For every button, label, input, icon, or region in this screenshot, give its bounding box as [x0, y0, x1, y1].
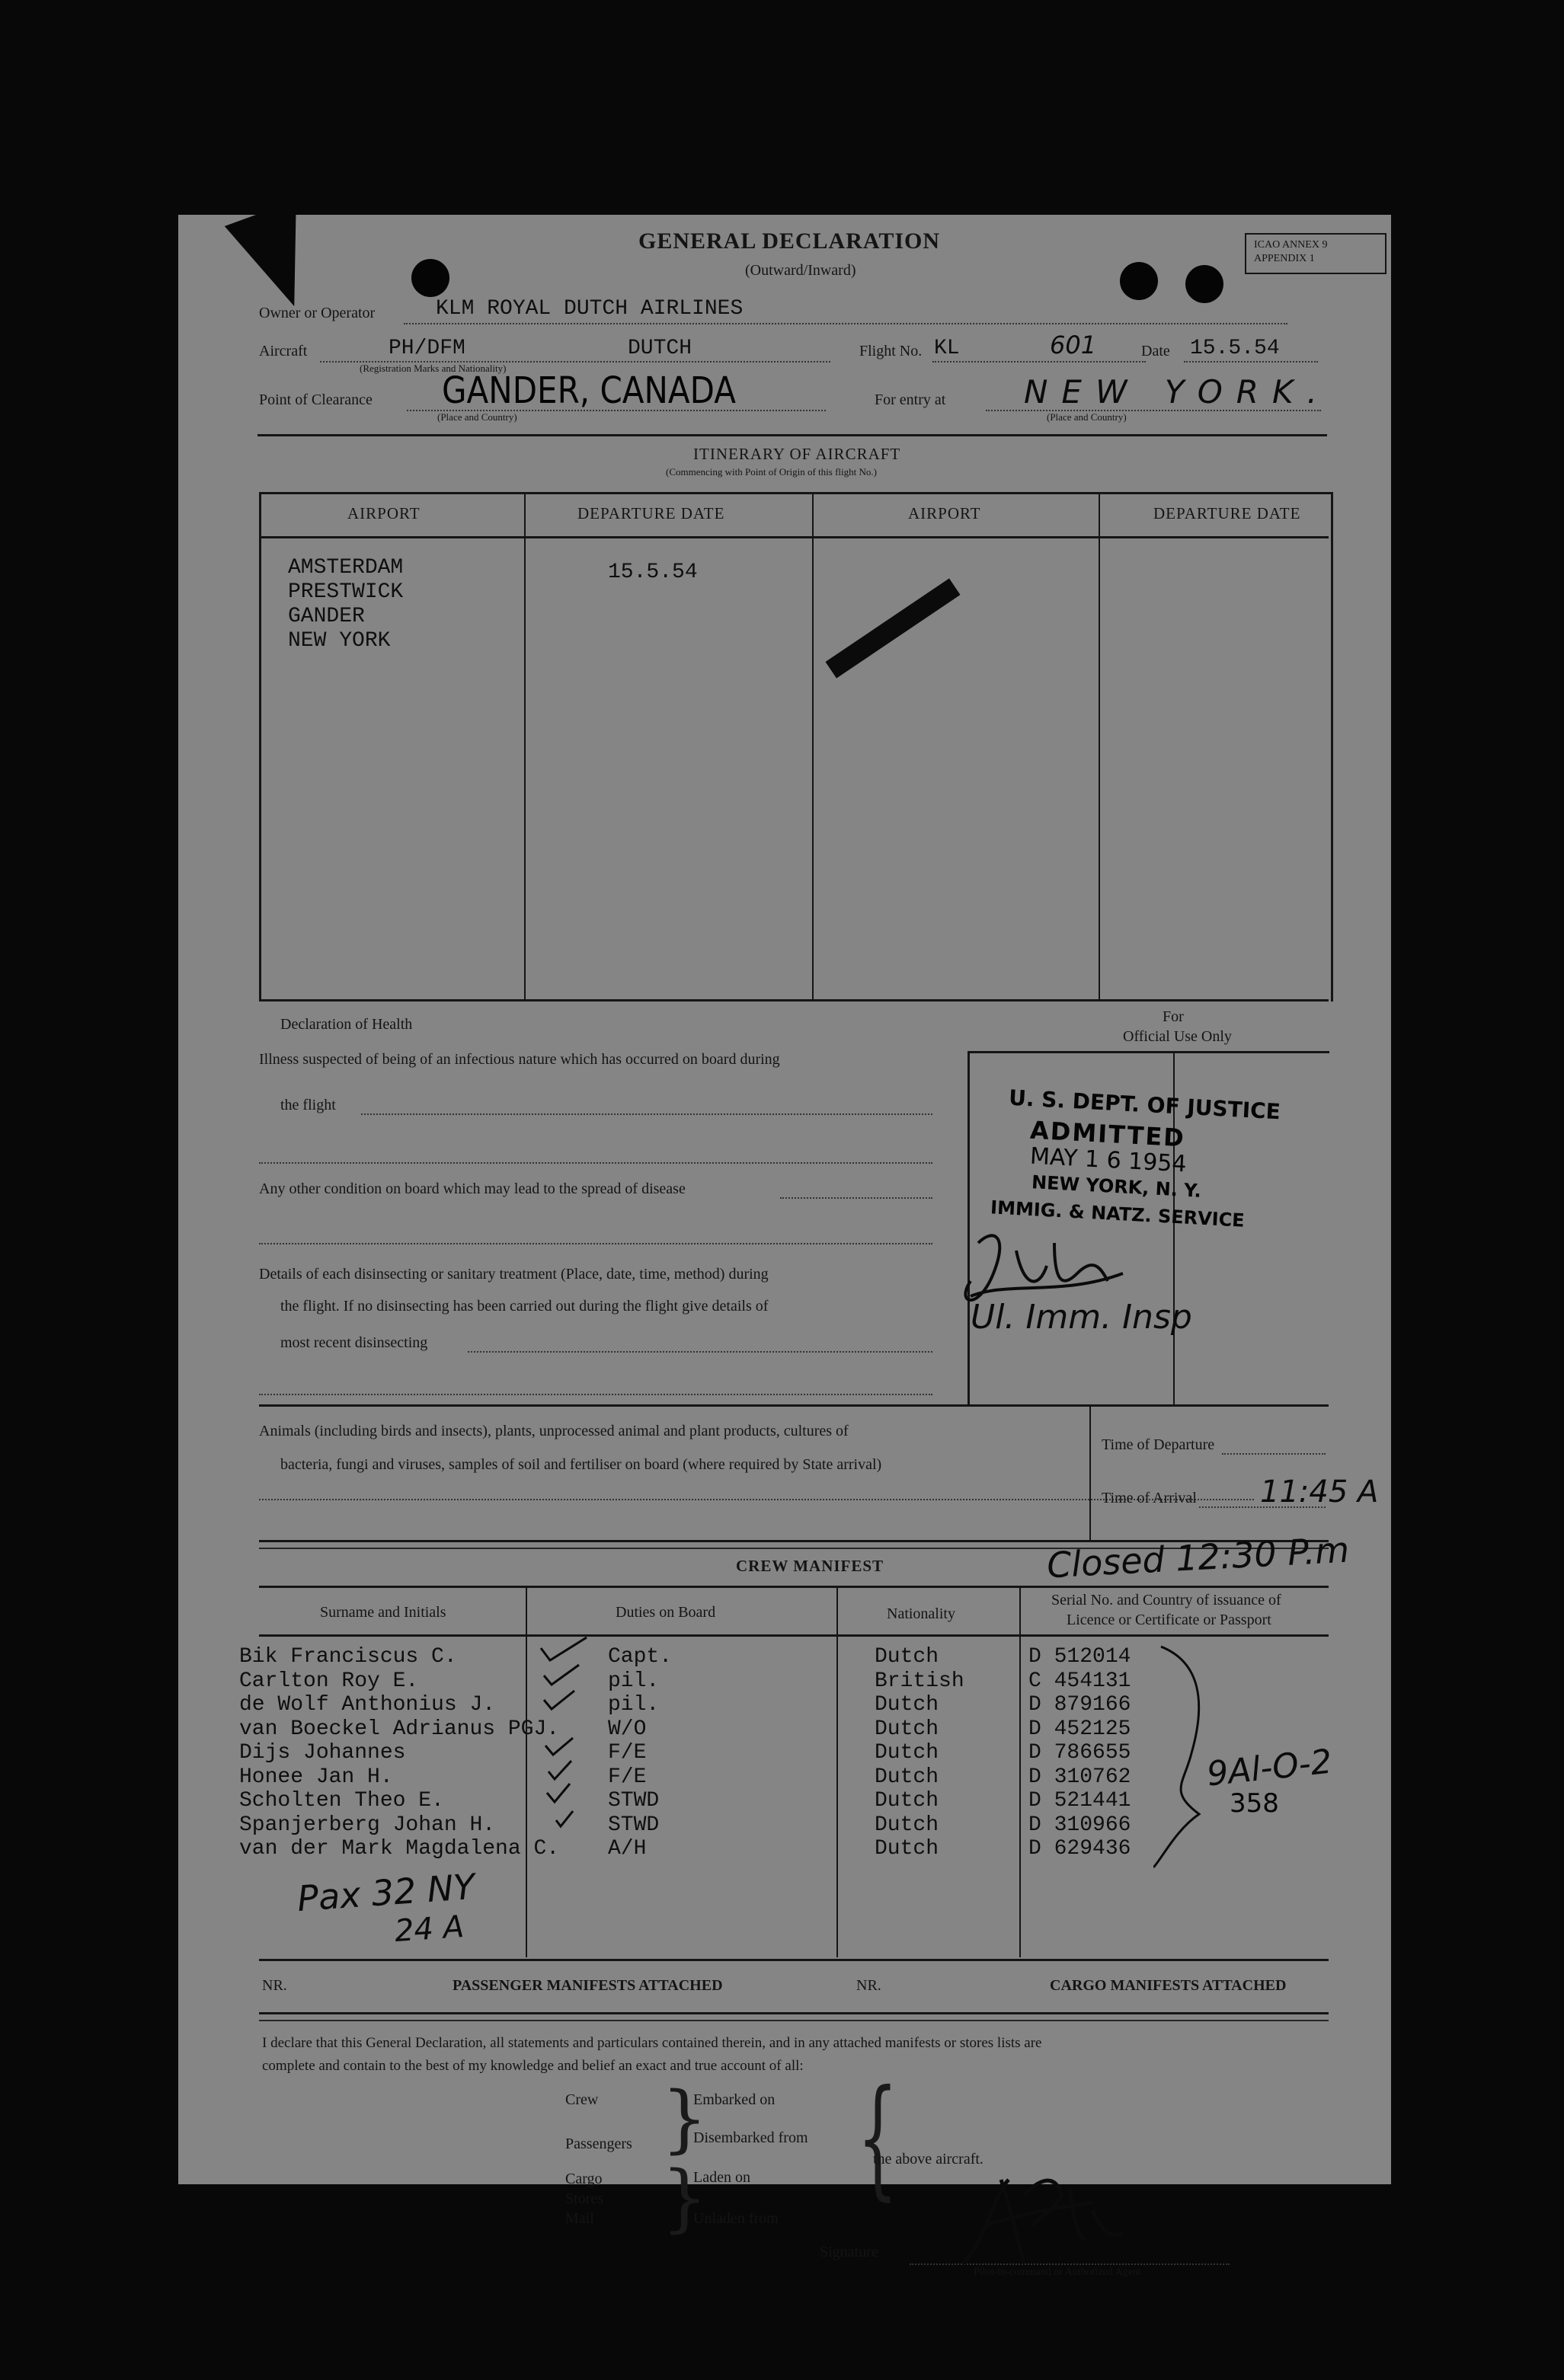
crew-nationality: Dutch: [875, 1813, 939, 1837]
fill-line: [468, 1351, 932, 1353]
file-num: 358: [1230, 1788, 1279, 1819]
column-rule: [1089, 1406, 1091, 1540]
time-departure-label: Time of Departure: [1102, 1436, 1215, 1453]
decl-mid: Embarked on: [693, 2091, 776, 2108]
brace-glyph: }: [661, 2155, 708, 2241]
col-serial: Serial No. and Country of issuance of: [1051, 1592, 1281, 1608]
owner-value: KLM ROYAL DUTCH AIRLINES: [436, 297, 744, 321]
divider: [259, 1634, 1329, 1637]
entry-value: NEW YORK.: [1024, 373, 1331, 411]
crew-serial: D 310966: [1028, 1813, 1131, 1837]
crew-nationality: Dutch: [875, 1837, 939, 1861]
stamp-line: NEW YORK, N. Y.: [1031, 1171, 1202, 1202]
divider: [259, 1959, 1329, 1961]
health-title: Declaration of Health: [280, 1016, 413, 1033]
decl-right: the above aircraft.: [873, 2151, 983, 2168]
entry-label: For entry at: [875, 391, 946, 408]
general-declaration-form: [178, 215, 1391, 2278]
itinerary-airport: AMSTERDAM: [288, 556, 404, 580]
crew-duty: pil.: [608, 1669, 660, 1693]
crew-duty: W/O: [608, 1717, 647, 1741]
itinerary-subtitle: (Commencing with Point of Origin of this flight No.): [666, 466, 877, 478]
fill-line: [1222, 1453, 1326, 1455]
crew-name: Dijs Johannes: [239, 1741, 406, 1765]
crew-nationality: Dutch: [875, 1645, 939, 1669]
crew-name: Carlton Roy E.: [239, 1669, 419, 1693]
entry-line: [986, 410, 1321, 411]
crew-serial: D 786655: [1028, 1741, 1131, 1765]
health-illness-2: the flight: [280, 1097, 336, 1113]
col-duties: Duties on Board: [616, 1604, 716, 1621]
owner-label: Owner or Operator: [259, 305, 376, 321]
animals-text-2: bacteria, fungi and viruses, samples of soil and fertiliser on board (where required by State arrival): [280, 1456, 882, 1473]
crew-name: van Boeckel Adrianus PGJ.: [239, 1717, 560, 1741]
annex-box: [1245, 233, 1386, 274]
owner-line: [404, 323, 1287, 324]
official-use-label: Official Use Only: [1123, 1028, 1232, 1045]
divider: [259, 1404, 1329, 1407]
pax-note-2: 24 A: [393, 1909, 465, 1950]
form-subtitle: (Outward/Inward): [745, 262, 856, 279]
flight-label: Flight No.: [859, 343, 923, 359]
fill-line: [259, 1394, 932, 1395]
decl-left: Cargo: [565, 2171, 603, 2187]
crew-duty: F/E: [608, 1741, 647, 1765]
stamp-line: MAY 1 6 1954: [1029, 1142, 1188, 1178]
crew-name: Spanjerberg Johan H.: [239, 1813, 496, 1837]
crew-nationality: Dutch: [875, 1789, 939, 1813]
col-airport2: AIRPORT: [908, 504, 981, 522]
file-ref: 9Al-O-2: [1204, 1742, 1334, 1794]
punch-hole: [411, 259, 449, 297]
crew-serial: D 452125: [1028, 1717, 1131, 1741]
aircraft-label: Aircraft: [259, 343, 308, 359]
divider: [259, 2012, 1329, 2014]
annex-line: APPENDIX 1: [1254, 253, 1315, 264]
passenger-manifests: PASSENGER MANIFESTS ATTACHED: [453, 1977, 723, 1994]
signature-hint: Pilot-in-command or Authorized Agent: [974, 2267, 1141, 2278]
decl-left: Mail: [565, 2210, 594, 2227]
crew-serial: D 521441: [1028, 1789, 1131, 1813]
decl-mid: Unladen from: [693, 2210, 779, 2227]
column-rule: [1099, 494, 1100, 999]
health-other: Any other condition on board which may lead to the spread of disease: [259, 1180, 686, 1197]
animals-text-1: Animals (including birds and insects), plants, unprocessed animal and plant products, cultures of: [259, 1423, 849, 1439]
itinerary-airport: PRESTWICK: [288, 580, 404, 604]
fill-line: [259, 1243, 932, 1244]
crew-name: van der Mark Magdalena C.: [239, 1837, 560, 1861]
decl-left: Stores: [565, 2190, 603, 2207]
crew-nationality: Dutch: [875, 1765, 939, 1789]
time-arrival-label: Time of Arrival: [1102, 1490, 1197, 1506]
col-serial: Licence or Certificate or Passport: [1067, 1612, 1271, 1628]
column-rule: [836, 1587, 838, 1957]
decl-mid: Disembarked from: [693, 2129, 808, 2146]
clearance-value: GANDER, CANADA: [442, 369, 736, 412]
aircraft-hint: (Registration Marks and Nationality): [360, 363, 507, 374]
crew-name: de Wolf Anthonius J.: [239, 1693, 496, 1717]
official-for: For: [1163, 1008, 1184, 1025]
crew-duty: pil.: [608, 1693, 660, 1717]
itinerary-airport: NEW YORK: [288, 629, 391, 653]
manifest-nr: NR.: [262, 1977, 287, 1994]
itinerary-title: ITINERARY OF AIRCRAFT: [693, 445, 901, 463]
cargo-manifests: CARGO MANIFESTS ATTACHED: [1050, 1977, 1287, 1994]
date-line: [1184, 361, 1318, 363]
col-nationality: Nationality: [887, 1605, 955, 1622]
punch-hole: [1185, 265, 1223, 303]
manifest-nr: NR.: [856, 1977, 881, 1994]
brace-glyph: }: [661, 2076, 708, 2161]
itinerary-table: [259, 492, 1333, 1002]
crew-serial: D 310762: [1028, 1765, 1131, 1789]
col-surname: Surname and Initials: [320, 1604, 446, 1621]
col-airport: AIRPORT: [347, 504, 421, 522]
itinerary-departure-date: 15.5.54: [608, 561, 698, 584]
crew-duty: STWD: [608, 1813, 660, 1837]
crew-serial: D 879166: [1028, 1693, 1131, 1717]
column-rule: [812, 494, 814, 999]
date-value: 15.5.54: [1190, 337, 1280, 360]
flight-prefix: KL: [934, 337, 960, 360]
crew-nationality: Dutch: [875, 1717, 939, 1741]
torn-corner: [225, 200, 330, 319]
aircraft-nationality: DUTCH: [628, 337, 692, 360]
clearance-hint: (Place and Country): [437, 411, 517, 423]
stamp-line: U. S. DEPT. OF JUSTICE: [1008, 1085, 1281, 1125]
flight-number: 601: [1050, 331, 1097, 359]
brace-glyph: {: [857, 2062, 899, 2213]
divider: [257, 434, 1327, 436]
divider: [259, 999, 1329, 1002]
decl-mid: Laden on: [693, 2169, 750, 2186]
clearance-label: Point of Clearance: [259, 391, 373, 408]
crew-duty: A/H: [608, 1837, 647, 1861]
form-title: GENERAL DECLARATION: [638, 228, 941, 254]
checkmarks: [526, 1631, 617, 1875]
crew-nationality: Dutch: [875, 1693, 939, 1717]
divider: [259, 2020, 1329, 2021]
inspector-note: Ul. Imm. Insp: [971, 1298, 1192, 1337]
crew-duty: STWD: [608, 1789, 660, 1813]
punch-hole: [1120, 262, 1158, 300]
fill-line: [361, 1113, 932, 1115]
crew-nationality: Dutch: [875, 1741, 939, 1765]
aircraft-value: PH/DFM: [389, 337, 465, 360]
health-disinsect-3: most recent disinsecting: [280, 1334, 428, 1351]
annex-line: ICAO ANNEX 9: [1254, 239, 1328, 251]
crew-serial: D 629436: [1028, 1837, 1131, 1861]
crew-duty: Capt.: [608, 1645, 673, 1669]
health-illness: Illness suspected of being of an infectious nature which has occurred on board during: [259, 1051, 780, 1068]
column-rule: [524, 494, 526, 999]
crew-title: CREW MANIFEST: [736, 1557, 884, 1575]
declaration-line-2: complete and contain to the best of my knowledge and belief an exact and true account of all:: [262, 2058, 804, 2074]
crew-duty: F/E: [608, 1765, 647, 1789]
crew-closed-note: Closed 12:30 P.m: [1045, 1529, 1351, 1586]
signature-label: Signature: [820, 2244, 878, 2260]
crew-name: Honee Jan H.: [239, 1765, 393, 1789]
divider: [259, 536, 1329, 538]
decl-left: Passengers: [565, 2136, 632, 2152]
time-arrival-value: 11:45 A: [1260, 1474, 1379, 1509]
crew-name: Bik Franciscus C.: [239, 1645, 457, 1669]
flight-line: [932, 361, 1146, 363]
date-label: Date: [1141, 343, 1170, 359]
decl-left: Crew: [565, 2091, 599, 2108]
itinerary-airport: GANDER: [288, 605, 365, 628]
col-departure2: DEPARTURE DATE: [1153, 504, 1301, 522]
pax-note-1: Pax 32 NY: [296, 1865, 477, 1920]
stamp-line: ADMITTED: [1029, 1115, 1186, 1153]
crew-nationality: British: [875, 1669, 964, 1693]
fill-line: [259, 1162, 932, 1164]
health-disinsect-1: Details of each disinsecting or sanitary treatment (Place, date, time, method) during: [259, 1266, 769, 1283]
health-disinsect-2: the flight. If no disinsecting has been carried out during the flight give details of: [280, 1298, 769, 1315]
declaration-line-1: I declare that this General Declaration, all statements and particulars contained therein, and in any attached manifests or stores lists are: [262, 2035, 1042, 2051]
col-departure: DEPARTURE DATE: [577, 504, 725, 522]
column-rule: [1019, 1587, 1021, 1957]
captain-signature: [940, 2149, 1169, 2279]
crew-name: Scholten Theo E.: [239, 1789, 444, 1813]
crew-serial: D 512014: [1028, 1645, 1131, 1669]
stamp-line: IMMIG. & NATZ. SERVICE: [990, 1196, 1246, 1232]
fill-line: [780, 1197, 932, 1199]
entry-hint: (Place and Country): [1047, 411, 1127, 423]
crew-serial: C 454131: [1028, 1669, 1131, 1693]
